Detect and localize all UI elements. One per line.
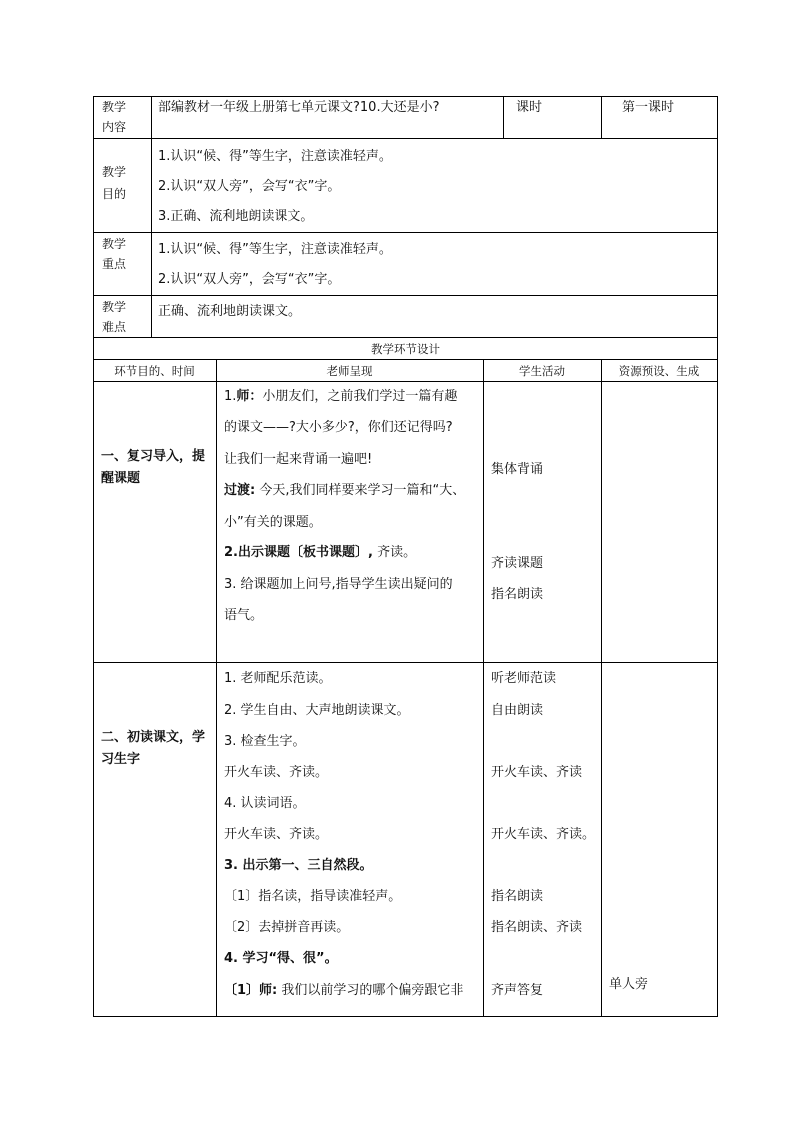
student-activity: 开火车读、齐读。 <box>491 827 596 842</box>
period-value: 第一课时 <box>622 100 675 115</box>
table-border-bottom <box>93 1016 718 1017</box>
column-header: 资源预设、生成 <box>618 364 700 378</box>
teacher-line: 2. 学生自由、大声地朗读课文。 <box>224 703 410 718</box>
teacher-line: 〔2〕去掉拼音再读。 <box>224 920 350 935</box>
difficulty-value: 正确、流利地朗读课文。 <box>158 304 302 319</box>
teacher-line: 4. 认读词语。 <box>224 796 306 811</box>
key-item: 2.认识“双人旁”，会写“衣”字。 <box>158 272 341 287</box>
teacher-bold-text: 〔1〕师: <box>224 983 278 998</box>
period-col-divider <box>601 96 602 139</box>
teacher-text: 今天,我们同样要来学习一篇和“大、 <box>255 483 466 498</box>
column-header: 环节目的、时间 <box>114 364 195 378</box>
row-divider <box>93 138 718 139</box>
key-item: 1.认识“候、得”等生字，注意读准轻声。 <box>158 242 392 257</box>
design-col-divider <box>216 359 217 1017</box>
student-activity: 指名朗读 <box>491 587 544 602</box>
teacher-bold-text: 2.出示课题〔板书课题〕, <box>224 545 373 560</box>
key-label: 教学 重点 <box>102 237 127 271</box>
teacher-line <box>224 543 416 563</box>
goal-item: 3.正确、流利地朗读课文。 <box>158 209 314 224</box>
table-border-top <box>93 96 718 97</box>
column-header: 老师呈现 <box>326 364 373 378</box>
student-activity: 指名朗读 <box>491 889 544 904</box>
content-value: 部编教材一年级上册第七单元课文?10.大还是小? <box>158 100 440 115</box>
difficulty-label: 教学 难点 <box>102 300 127 334</box>
design-col-divider <box>601 359 602 1017</box>
teacher-text: 齐读。 <box>372 545 417 560</box>
student-activity: 指名朗读、齐读 <box>491 920 583 935</box>
teacher-line: 让我们一起来背诵一遍吧! <box>224 452 373 467</box>
teacher-line: 1. 老师配乐范读。 <box>224 671 332 686</box>
table-border-left <box>93 96 94 1017</box>
teacher-line: 语气。 <box>224 608 264 623</box>
transition-label: 过渡: <box>224 483 256 498</box>
row-divider <box>93 295 718 296</box>
row-divider <box>93 662 718 663</box>
teacher-text: 小朋友们，之前我们学过一篇有趣 <box>262 389 458 404</box>
section-name: 二、初读课文，学习生字 <box>101 730 206 767</box>
teacher-line <box>224 481 465 501</box>
teacher-text: 我们以前学习的哪个偏旁跟它非 <box>277 983 464 998</box>
design-title: 教学环节设计 <box>371 342 440 356</box>
student-activity: 集体背诵 <box>491 462 544 477</box>
goal-item: 1.认识“候、得”等生字，注意读准轻声。 <box>158 149 392 164</box>
row-divider <box>93 232 718 233</box>
period-label: 课时 <box>516 100 543 115</box>
section-name: 一、复习导入，提醒课题 <box>101 449 206 486</box>
speaker-label: 师： <box>236 389 263 404</box>
teacher-line: 的课文——?大小多少?，你们还记得吗? <box>224 420 453 435</box>
column-header: 学生活动 <box>519 364 565 378</box>
teacher-line: 3. 给课题加上问号,指导学生读出疑问的 <box>224 577 453 592</box>
content-label: 教学 内容 <box>102 100 127 134</box>
row-divider <box>93 359 718 360</box>
student-activity: 听老师范读 <box>491 671 557 686</box>
teacher-line: 4. 学习“得、很”。 <box>224 951 338 966</box>
period-col-divider <box>503 96 504 139</box>
teacher-line: 〔1〕指名读，指导读准轻声。 <box>224 889 402 904</box>
teacher-line: 开火车读、齐读。 <box>224 765 329 780</box>
student-activity: 齐声答复 <box>491 983 544 998</box>
student-activity: 开火车读、齐读 <box>491 765 583 780</box>
row-divider <box>93 337 718 338</box>
teacher-line: 小”有关的课题。 <box>224 515 322 530</box>
label-col-divider <box>151 96 152 338</box>
resource-note: 单人旁 <box>609 977 649 992</box>
teacher-line: 3. 检查生字。 <box>224 734 306 749</box>
teacher-line <box>224 981 463 1001</box>
step-number: 1. <box>224 389 237 404</box>
teacher-line: 开火车读、齐读。 <box>224 827 329 842</box>
design-col-divider <box>483 359 484 1017</box>
goal-item: 2.认识“双人旁”，会写“衣”字。 <box>158 179 341 194</box>
student-activity: 齐读课题 <box>491 556 544 571</box>
row-divider <box>93 381 718 382</box>
teacher-line: 3. 出示第一、三自然段。 <box>224 858 373 873</box>
table-border-right <box>717 96 718 1017</box>
teacher-line <box>224 387 457 407</box>
goal-label: 教学 目的 <box>102 165 127 201</box>
student-activity: 自由朗读 <box>491 703 544 718</box>
